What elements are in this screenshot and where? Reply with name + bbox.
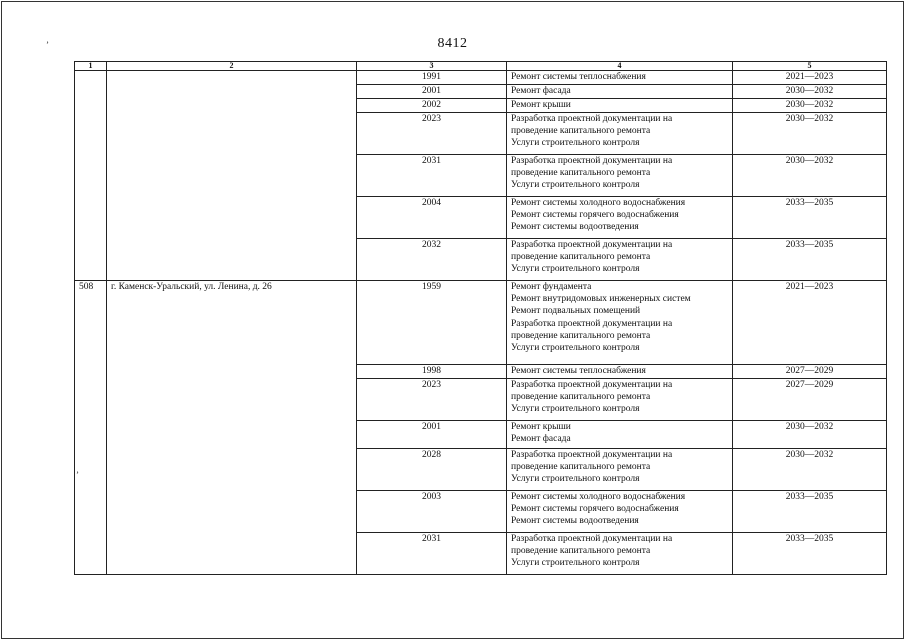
- header-col-4: 4: [507, 62, 733, 71]
- works-cell: [507, 113, 733, 155]
- work-item: Ремонт фасада: [511, 434, 571, 445]
- work-item: Ремонт системы горячего водоснабжения: [511, 504, 679, 515]
- work-item: Ремонт системы водоотведения: [511, 516, 639, 527]
- year-cell: 2023: [357, 379, 507, 421]
- work-item: проведение капитального ремонта: [511, 392, 651, 403]
- works-cell: [507, 239, 733, 281]
- works-cell: [507, 99, 733, 113]
- year-cell: 2023: [357, 113, 507, 155]
- work-item: Ремонт системы теплоснабжения: [511, 366, 646, 376]
- works-cell: [507, 85, 733, 99]
- header-col-5: 5: [733, 62, 887, 71]
- year-cell: 2032: [357, 239, 507, 281]
- header-col-1: 1: [75, 62, 107, 71]
- work-item: Услуги строительного контроля: [511, 404, 640, 415]
- work-item: проведение капитального ремонта: [511, 546, 651, 557]
- period-cell: 2030—2032: [733, 449, 887, 491]
- work-item: Ремонт системы водоотведения: [511, 222, 639, 233]
- works-cell: [507, 197, 733, 239]
- work-item: Услуги строительного контроля: [511, 343, 640, 354]
- period-cell: 2033—2035: [733, 239, 887, 281]
- work-item: Ремонт фасада: [511, 86, 571, 96]
- work-item: Услуги строительного контроля: [511, 264, 640, 275]
- works-cell: [507, 491, 733, 533]
- period-cell: 2030—2032: [733, 113, 887, 155]
- works-cell: [507, 281, 733, 365]
- work-item: Ремонт крыши: [511, 422, 571, 432]
- work-item: проведение капитального ремонта: [511, 168, 651, 179]
- work-item: Услуги строительного контроля: [511, 138, 640, 149]
- work-item: Разработка проектной документации на: [511, 318, 673, 329]
- work-item: Разработка проектной документации на: [511, 240, 673, 250]
- work-item: Ремонт системы холодного водоснабжения: [511, 492, 686, 502]
- year-cell: 1959: [357, 281, 507, 365]
- year-cell: 2001: [357, 421, 507, 449]
- address-cell: г. Каменск-Уральский, ул. Ленина, д. 26: [107, 281, 357, 575]
- table-header-row: [75, 62, 887, 71]
- work-item: Разработка проектной документации на: [511, 156, 673, 166]
- period-cell: 2027—2029: [733, 379, 887, 421]
- period-cell: 2030—2032: [733, 421, 887, 449]
- work-item: Услуги строительного контроля: [511, 180, 640, 191]
- year-cell: 1991: [357, 71, 507, 85]
- year-cell: 2031: [357, 533, 507, 575]
- year-cell: 1998: [357, 365, 507, 379]
- table-row: [75, 281, 887, 365]
- work-item: Услуги строительного контроля: [511, 474, 640, 485]
- work-item: Ремонт системы холодного водоснабжения: [511, 198, 686, 208]
- work-item: проведение капитального ремонта: [511, 462, 651, 473]
- work-item: Разработка проектной документации на: [511, 450, 673, 460]
- work-item: Ремонт внутридомовых инженерных систем: [511, 294, 691, 305]
- period-cell: 2033—2035: [733, 197, 887, 239]
- period-cell: 2030—2032: [733, 85, 887, 99]
- page-number: 8412: [437, 36, 468, 51]
- works-cell: [507, 155, 733, 197]
- work-item: Разработка проектной документации на: [511, 534, 673, 544]
- year-cell: 2004: [357, 197, 507, 239]
- year-cell: 2003: [357, 491, 507, 533]
- year-cell: 2002: [357, 99, 507, 113]
- repair-schedule-table: [74, 61, 887, 575]
- year-cell: 2031: [357, 155, 507, 197]
- scan-speck: ʼ: [46, 40, 49, 50]
- works-cell: [507, 449, 733, 491]
- period-cell: 2030—2032: [733, 99, 887, 113]
- header-col-3: 3: [357, 62, 507, 71]
- period-cell: 2033—2035: [733, 491, 887, 533]
- work-item: проведение капитального ремонта: [511, 330, 651, 341]
- work-item: проведение капитального ремонта: [511, 126, 651, 137]
- work-item: Услуги строительного контроля: [511, 558, 640, 569]
- work-item: Ремонт фундамента: [511, 282, 592, 292]
- period-cell: 2030—2032: [733, 155, 887, 197]
- work-item: Разработка проектной документации на: [511, 114, 673, 124]
- works-cell: [507, 379, 733, 421]
- work-item: Разработка проектной документации на: [511, 380, 673, 390]
- period-cell: 2027—2029: [733, 365, 887, 379]
- table-row: [75, 71, 887, 85]
- scan-speck: ʼ: [76, 470, 79, 480]
- object-number-cell: [75, 71, 107, 281]
- works-cell: [507, 71, 733, 85]
- work-item: Ремонт подвальных помещений: [511, 306, 641, 317]
- work-item: Ремонт системы теплоснабжения: [511, 72, 646, 82]
- works-cell: [507, 533, 733, 575]
- works-cell: [507, 421, 733, 449]
- work-item: Ремонт системы горячего водоснабжения: [511, 210, 679, 221]
- work-item: проведение капитального ремонта: [511, 252, 651, 263]
- header-col-2: 2: [107, 62, 357, 71]
- year-cell: 2028: [357, 449, 507, 491]
- period-cell: 2021—2023: [733, 71, 887, 85]
- works-cell: [507, 365, 733, 379]
- address-cell: [107, 71, 357, 281]
- period-cell: 2033—2035: [733, 533, 887, 575]
- object-number-cell: 508: [75, 281, 107, 575]
- year-cell: 2001: [357, 85, 507, 99]
- period-cell: 2021—2023: [733, 281, 887, 365]
- table-body: [75, 62, 887, 575]
- work-item: Ремонт крыши: [511, 100, 571, 110]
